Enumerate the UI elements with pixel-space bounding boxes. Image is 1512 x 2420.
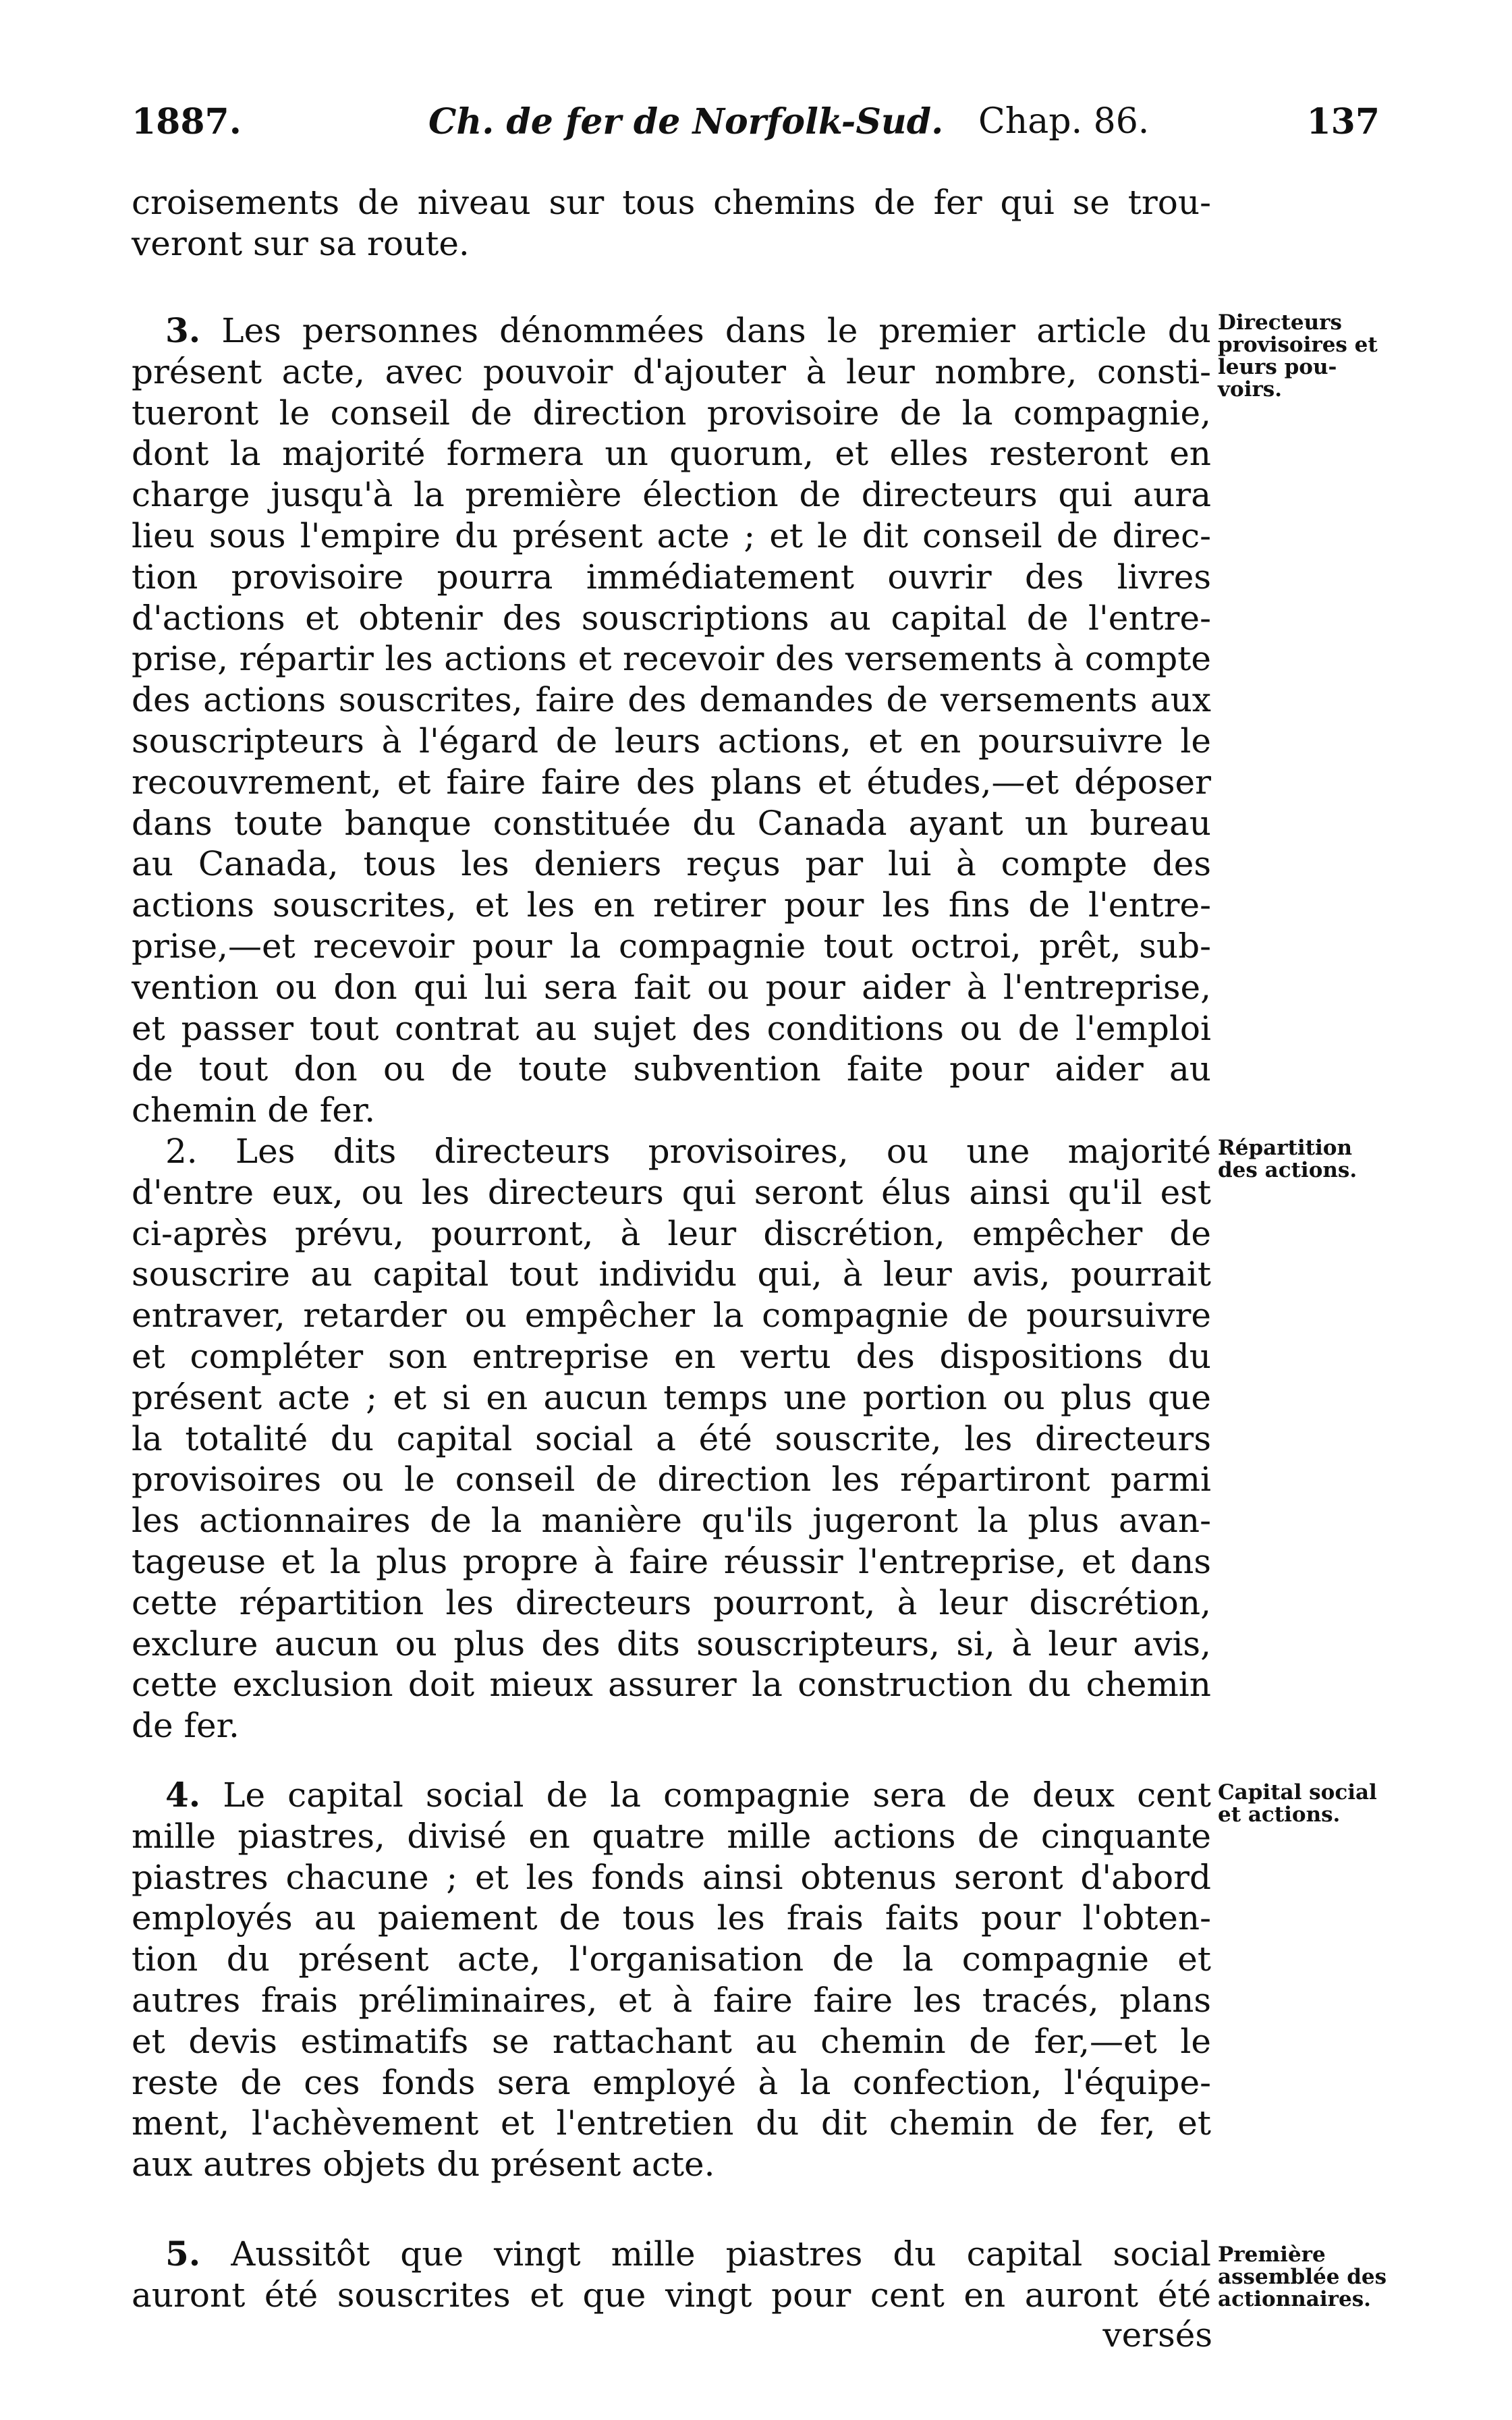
text-line: cette exclusion doit mieux assurer la construction du chemin bbox=[132, 1665, 1211, 1705]
text-line: entraver, retarder ou empêcher la compagnie de poursuivre bbox=[132, 1296, 1211, 1336]
text-line: actions souscrites, et les en retirer pour les fins de l'entre- bbox=[132, 885, 1211, 925]
text-line: lieu sous l'empire du présent acte ; et le dit conseil de direc- bbox=[132, 516, 1211, 555]
paragraph-continuation bbox=[132, 182, 1211, 265]
text-line: aux autres objets du présent acte. bbox=[132, 2145, 715, 2184]
section-number: 3. bbox=[165, 310, 201, 350]
header-chapter: Chap. 86. bbox=[978, 101, 1150, 142]
text-line: vention ou don qui lui sera fait ou pour aider à l'entreprise, bbox=[132, 967, 1211, 1007]
text-line: ci-après prévu, pourront, à leur discrétion, empêcher de bbox=[132, 1213, 1211, 1253]
text-line: employés au paiement de tous les frais faits pour l'obten- bbox=[132, 1898, 1211, 1938]
catchword: versés bbox=[1102, 2315, 1212, 2355]
margin-note-assemblee: Première assemblée des actionnaires. bbox=[1218, 2243, 1387, 2311]
text-line: exclure aucun ou plus des dits souscripteurs, si, à leur avis, bbox=[132, 1624, 1211, 1663]
text-line: charge jusqu'à la première élection de directeurs qui aura bbox=[132, 475, 1211, 515]
text-line: au Canada, tous les deniers reçus par lui à compte des bbox=[132, 844, 1211, 884]
text-line: croisements de niveau sur tous chemins de fer qui se trou- bbox=[132, 183, 1211, 222]
margin-note-directeurs: Directeurs provisoires et leurs pou- voirs. bbox=[1218, 310, 1378, 402]
text-line: tion du présent acte, l'organisation de la compagnie et bbox=[132, 1940, 1211, 1979]
section-5 bbox=[132, 2234, 1211, 2316]
text-line: 3. Les personnes dénommées dans le premier article du bbox=[165, 310, 1211, 350]
text-line: dont la majorité formera un quorum, et elles resteront en bbox=[132, 434, 1211, 474]
text-line: reste de ces fonds sera employé à la confection, l'équipe- bbox=[132, 2062, 1211, 2102]
text-line: et passer tout contrat au sujet des conditions ou de l'emploi bbox=[132, 1008, 1211, 1048]
text-line: provisoires ou le conseil de direction les répartiront parmi bbox=[132, 1460, 1211, 1500]
text-line: auront été souscrites et que vingt pour cent en auront été bbox=[132, 2275, 1211, 2315]
text-line: tion provisoire pourra immédiatement ouvrir des livres bbox=[132, 557, 1211, 597]
text-line: prise, répartir les actions et recevoir des versements à compte bbox=[132, 639, 1211, 679]
section-number: 4. bbox=[165, 1775, 201, 1815]
text-line: la totalité du capital social a été souscrite, les directeurs bbox=[132, 1419, 1211, 1458]
text-line: autres frais préliminaires, et à faire faire les tracés, plans bbox=[132, 1980, 1211, 2020]
page-number: 137 bbox=[1306, 101, 1380, 142]
margin-note-repartition: Répartition des actions. bbox=[1218, 1136, 1357, 1182]
header-year: 1887. bbox=[132, 101, 242, 142]
margin-note-capital: Capital social et actions. bbox=[1218, 1780, 1377, 1827]
text-line: des actions souscrites, faire des demandes de versements aux bbox=[132, 680, 1211, 720]
section-3 bbox=[132, 310, 1211, 1747]
text-line: souscripteurs à l'égard de leurs actions, et en poursuivre le bbox=[132, 721, 1211, 761]
text-line: de tout don ou de toute subvention faite pour aider au bbox=[132, 1049, 1211, 1089]
text-line: chemin de fer. bbox=[132, 1091, 376, 1130]
text-line: tueront le conseil de direction provisoire de la compagnie, bbox=[132, 393, 1211, 433]
text-line: de fer. bbox=[132, 1706, 240, 1746]
section-number: 5. bbox=[165, 2234, 201, 2274]
text-line: dans toute banque constituée du Canada ayant un bureau bbox=[132, 803, 1211, 843]
text-line: présent acte ; et si en aucun temps une portion ou plus que bbox=[132, 1377, 1211, 1417]
text-line: d'entre eux, ou les directeurs qui seront élus ainsi qu'il est bbox=[132, 1172, 1211, 1212]
text-line: souscrire au capital tout individu qui, à leur avis, pourrait bbox=[132, 1255, 1211, 1294]
text-line: cette répartition les directeurs pourront, à leur discrétion, bbox=[132, 1583, 1211, 1622]
text-line: recouvrement, et faire faire des plans et études,—et déposer bbox=[132, 762, 1211, 802]
subsection-number: 2. bbox=[165, 1131, 198, 1171]
text-line: 2. Les dits directeurs provisoires, ou une majorité bbox=[165, 1131, 1211, 1171]
text-line: tageuse et la plus propre à faire réussir l'entreprise, et dans bbox=[132, 1541, 1211, 1581]
text-line: piastres chacune ; et les fonds ainsi obtenus seront d'abord bbox=[132, 1857, 1211, 1897]
header-title: Ch. de fer de Norfolk-Sud. bbox=[428, 101, 944, 142]
section-4 bbox=[132, 1775, 1211, 2185]
text-line: d'actions et obtenir des souscriptions au capital de l'entre- bbox=[132, 598, 1211, 638]
text-line: veront sur sa route. bbox=[132, 223, 470, 263]
text-line: et compléter son entreprise en vertu des dispositions du bbox=[132, 1336, 1211, 1376]
running-header bbox=[132, 101, 1380, 148]
text-line: prise,—et recevoir pour la compagnie tout octroi, prêt, sub- bbox=[132, 926, 1211, 966]
text-line: mille piastres, divisé en quatre mille actions de cinquante bbox=[132, 1816, 1211, 1856]
text-line: ment, l'achèvement et l'entretien du dit chemin de fer, et bbox=[132, 2103, 1211, 2143]
text-line: et devis estimatifs se rattachant au chemin de fer,—et le bbox=[132, 2021, 1211, 2061]
text-line: présent acte, avec pouvoir d'ajouter à leur nombre, consti- bbox=[132, 352, 1211, 391]
text-line: 5. Aussitôt que vingt mille piastres du capital social bbox=[165, 2234, 1211, 2274]
text-line: 4. Le capital social de la compagnie sera de deux cent bbox=[165, 1775, 1211, 1815]
text-line: les actionnaires de la manière qu'ils jugeront la plus avan- bbox=[132, 1501, 1211, 1541]
